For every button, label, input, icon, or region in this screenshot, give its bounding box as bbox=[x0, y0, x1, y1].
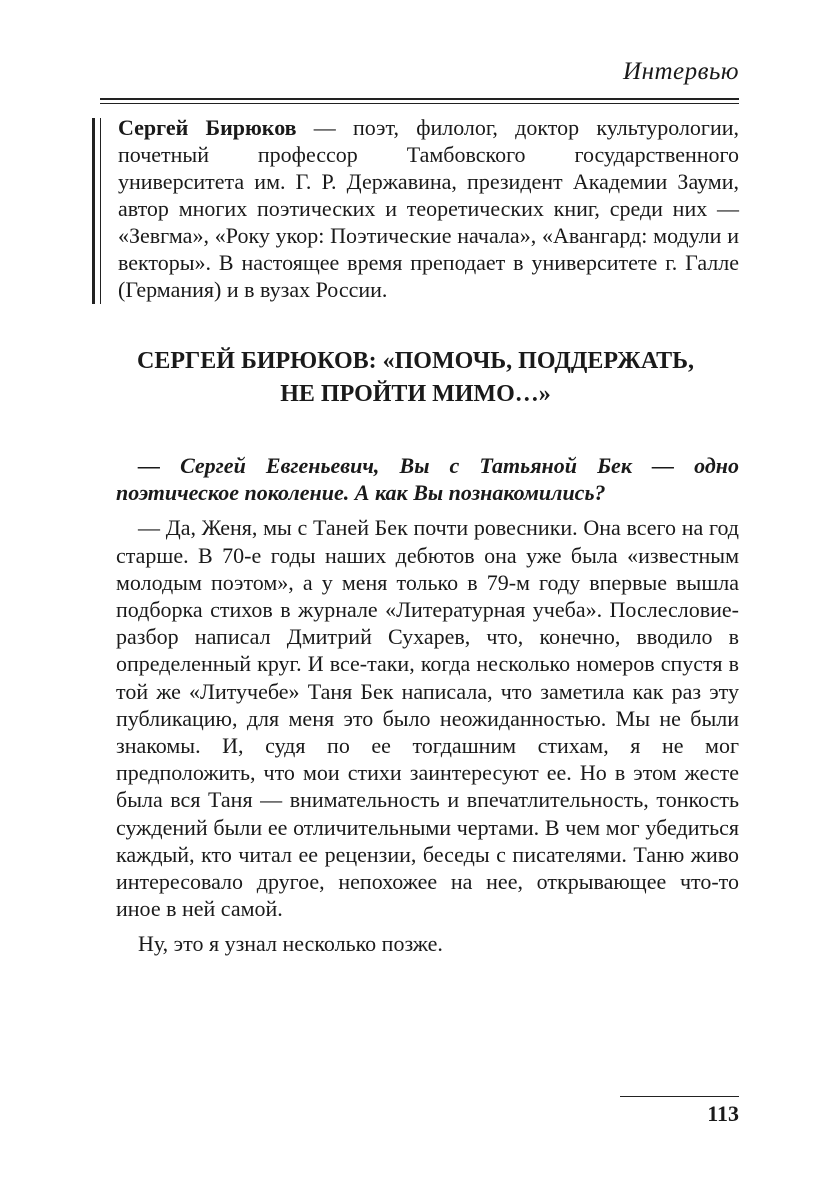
title-line-1: СЕРГЕЙ БИРЮКОВ: «ПОМОЧЬ, ПОДДЕРЖАТЬ, bbox=[137, 348, 694, 374]
interview-question: — Сергей Евгеньевич, Вы с Татьяной Бек — одно поэтическое поколение. А как Вы познакомились? bbox=[116, 453, 739, 506]
footer-rule bbox=[620, 1096, 739, 1097]
bio-text bbox=[118, 114, 739, 303]
section-label: Интервью bbox=[623, 58, 739, 85]
article-title bbox=[92, 345, 739, 411]
bio-author-name: Сергей Бирюков bbox=[118, 115, 297, 140]
header-rule bbox=[100, 98, 739, 104]
author-bio bbox=[92, 114, 739, 303]
bio-margin-bar bbox=[92, 118, 101, 304]
interview-answer: — Да, Женя, мы с Таней Бек почти ровесники. Она всего на год старше. В 70-е годы наших дебютов она уже была «известным молодым поэтом», а у меня только в 79-м году впервые вышла подборка стихов в журнале «Литературная учеба». Послесловие-разбор написал Дмитрий Сухарев, что, конечно, вводило в определенный круг. И все-таки, когда несколько номеров спустя в той же «Литучебе» Таня Бек написала, что заметила как раз эту публикацию, для меня это было неожиданностью. Мы не были знакомы. И, судя по ее тогдашним стихам, я не мог предположить, что мои стихи заинтересуют ее. Но в этом жесте была вся Таня — внимательность и впечатлительность, тонкость суждений были ее отличительными чертами. В чем мог убедиться каждый, кто читал ее рецензии, беседы с писателями. Таню живо интересовало другое, непохожее на нее, открывающее что-то иное в ней самой. bbox=[116, 515, 739, 922]
article-body bbox=[116, 452, 739, 966]
title-line-2: НЕ ПРОЙТИ МИМО…» bbox=[280, 381, 551, 407]
bio-description: — поэт, филолог, доктор культурологии, почетный профессор Тамбовского государственного университета им. Г. Р. Державина, президент Академии Зауми, автор многих поэтических и теоретических книг, среди них — «Зевгма», «Року укор: Поэтические начала», «Авангард: модули и векторы». В настоящее время преподает в университете г. Галле (Германия) и в вузах России. bbox=[118, 115, 739, 302]
page-number: 113 bbox=[707, 1101, 739, 1126]
interview-answer-closing: Ну, это я узнал несколько позже. bbox=[138, 931, 443, 957]
